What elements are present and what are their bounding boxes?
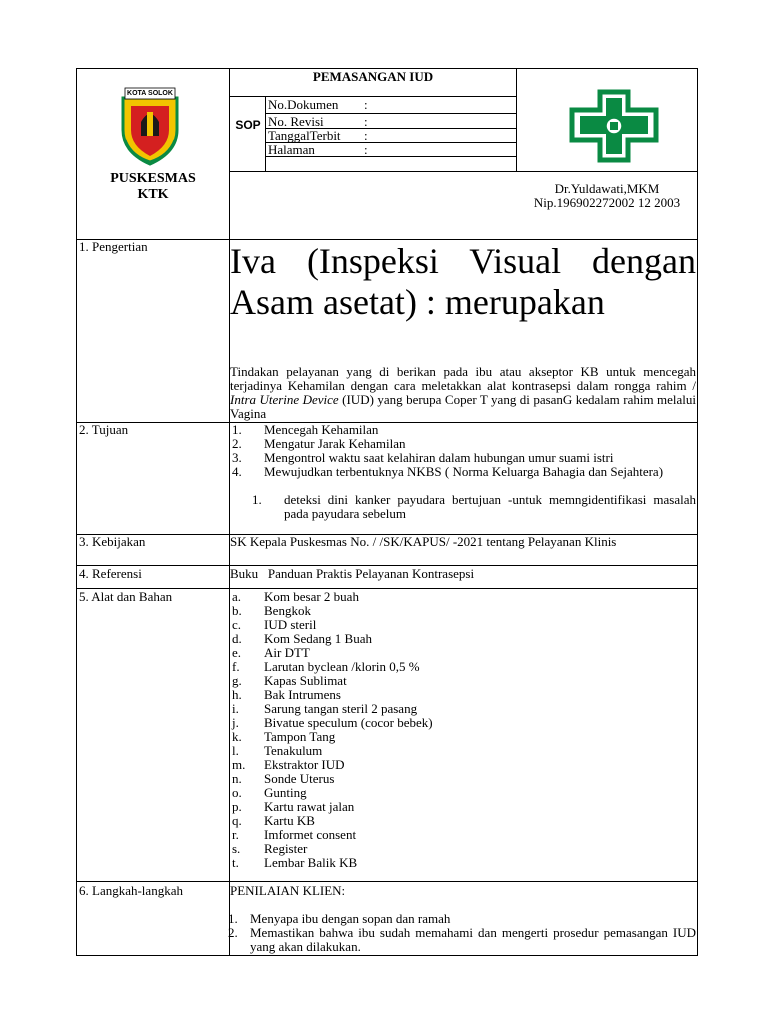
pengertian-text xyxy=(230,365,696,421)
list-item: j. Bivatue speculum (cocor bebek) xyxy=(232,715,433,730)
health-cross-icon xyxy=(568,88,660,164)
org-name xyxy=(78,171,228,203)
list-item: t. Lembar Balik KB xyxy=(232,855,358,870)
label-tujuan: 2. Tujuan xyxy=(79,422,129,437)
list-item: l. Tenakulum xyxy=(232,743,323,758)
list-item: f. Larutan byclean /klorin 0,5 % xyxy=(232,659,420,674)
list-item: 1. deteksi dini kanker payudara bertujuan -untuk memngidentifikasi masalah pada payudara sebelum xyxy=(252,492,696,521)
tujuan-sublist xyxy=(250,493,696,521)
logo-banner-text: KOTA SOLOK xyxy=(127,90,173,97)
table-border-left xyxy=(76,68,77,956)
list-item: s. Register xyxy=(232,841,308,856)
list-item: b. Bengkok xyxy=(232,603,311,618)
sop-label: SOP xyxy=(235,118,261,132)
pengertian-text-part1: Tindakan pelayanan yang di berikan pada ibu atau akseptor KB untuk mencegah terjadinya Kehamilan dengan cara meletakkan alat kontrasepsi dalam rongga rahim / xyxy=(230,364,696,393)
label-langkah: 6. Langkah-langkah xyxy=(79,883,183,898)
org-name-line1: PUSKESMAS xyxy=(110,171,196,186)
signer-nip: Nip.196902272002 12 2003 xyxy=(533,195,681,210)
list-item: c. IUD steril xyxy=(232,617,317,632)
list-item: q. Kartu KB xyxy=(232,813,315,828)
list-item: o. Gunting xyxy=(232,785,307,800)
referensi-text: Buku Panduan Praktis Pelayanan Kontrasepsi xyxy=(230,566,475,581)
meta-sep-no-revisi: : xyxy=(364,114,368,129)
header-mid-line xyxy=(229,171,698,172)
list-item: r. Imformet consent xyxy=(232,827,357,842)
meta-sep-halaman: : xyxy=(364,142,368,157)
meta-label-no-revisi: No. Revisi xyxy=(268,114,324,129)
list-item: 3. Mengontrol waktu saat kelahiran dalam hubungan umur suami istri xyxy=(232,450,614,465)
meta-sep-tanggal-terbit: : xyxy=(364,128,368,143)
list-item: p. Kartu rawat jalan xyxy=(232,799,355,814)
list-item: k. Tampon Tang xyxy=(232,729,336,744)
list-item: 4. Mewujudkan terbentuknya NKBS ( Norma Keluarga Bahagia dan Sejahtera) xyxy=(232,464,664,479)
org-name-line2: KTK xyxy=(137,187,169,202)
label-kebijakan: 3. Kebijakan xyxy=(79,534,146,549)
langkah-list xyxy=(230,912,696,954)
list-item: d. Kom Sedang 1 Buah xyxy=(232,631,372,646)
city-logo xyxy=(117,86,183,166)
pengertian-heading: Iva (Inspeksi Visual dengan Asam asetat) : merupakan xyxy=(230,241,696,322)
list-item: m. Ekstraktor IUD xyxy=(232,757,345,772)
label-referensi: 4. Referensi xyxy=(79,566,142,581)
signer-name: Dr.Yuldawati,MKM xyxy=(554,181,660,196)
label-pengertian: 1. Pengertian xyxy=(79,239,148,254)
langkah-heading: PENILAIAN KLIEN: xyxy=(230,883,346,898)
meta-label-no-dokumen: No.Dokumen xyxy=(268,97,339,112)
list-item: a. Kom besar 2 buah xyxy=(232,589,359,604)
pengertian-text-part2: (IUD) yang berupa Coper T yang di pasanG kedalam rahim melalui Vagina xyxy=(230,392,697,421)
list-item: 1. Mencegah Kehamilan xyxy=(232,422,379,437)
alat-bahan-list xyxy=(230,590,696,870)
meta-sep-no-dokumen: : xyxy=(364,97,368,112)
list-item: 1. Menyapa ibu dengan sopan dan ramah xyxy=(228,911,451,926)
list-item: 2. Memastikan bahwa ibu sudah memahami dan mengerti prosedur pemasangan IUD yang akan dilakukan. xyxy=(228,925,696,954)
tujuan-list xyxy=(230,423,696,479)
list-item: n. Sonde Uterus xyxy=(232,771,335,786)
puskesmas-logo xyxy=(568,88,660,164)
list-item: h. Bak Intrumens xyxy=(232,687,341,702)
table-border-bottom xyxy=(76,955,698,956)
list-item: i. Sarung tangan steril 2 pasang xyxy=(232,701,418,716)
pengertian-text-italic: Intra Uterine Device xyxy=(230,392,339,407)
list-item: e. Air DTT xyxy=(232,645,310,660)
row-line-langkah xyxy=(76,881,698,882)
document-title: PEMASANGAN IUD xyxy=(312,69,434,84)
list-item: 2. Mengatur Jarak Kehamilan xyxy=(232,436,406,451)
list-item: g. Kapas Sublimat xyxy=(232,673,347,688)
table-border-right xyxy=(697,68,698,956)
kebijakan-text: SK Kepala Puskesmas No. / /SK/KAPUS/ -2021 tentang Pelayanan Klinis xyxy=(230,534,617,549)
meta-label-tanggal-terbit: TanggalTerbit xyxy=(268,128,341,143)
meta-label-halaman: Halaman xyxy=(268,142,315,157)
label-alat-bahan: 5. Alat dan Bahan xyxy=(79,589,173,604)
sop-divider xyxy=(265,96,266,171)
header-bottom-line xyxy=(76,239,698,240)
